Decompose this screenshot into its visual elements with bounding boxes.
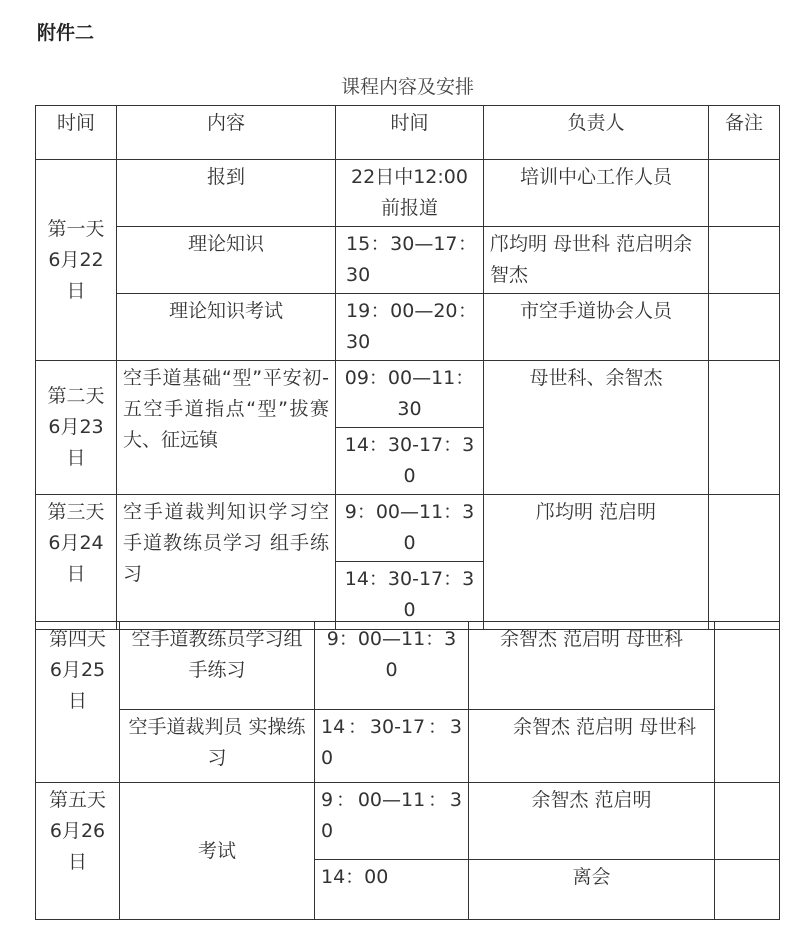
day1-notes-3 (709, 294, 780, 361)
table-header-row (36, 106, 780, 160)
schedule-table-part1 (35, 105, 780, 630)
table-row (36, 361, 780, 428)
day4-time-2: 14：30-17：30 (315, 710, 469, 783)
day4-content-2: 空手道裁判员 实操练习 (120, 710, 315, 783)
day4-content-1: 空手道教练员学习组手练习 (120, 622, 315, 710)
day4-person-1: 余智杰 范启明 母世科 (469, 622, 715, 710)
header-cell-notes: 备注 (709, 106, 780, 160)
table-row (36, 160, 780, 227)
day2-label: 第二天 6月23 日 (36, 361, 117, 495)
day5-person-1: 余智杰 范启明 (469, 783, 715, 860)
day4-person-2: 余智杰 范启明 母世科 (469, 710, 715, 783)
day1-label: 第一天 6月22 日 (36, 160, 117, 361)
day2-time-2: 14：30-17：30 (336, 428, 484, 495)
document-title: 课程内容及安排 (340, 76, 474, 98)
day5-notes-2 (715, 860, 780, 920)
header-cell-time: 时间 (36, 106, 117, 160)
day1-time-2: 15：30—17：30 (336, 227, 484, 294)
day1-time-3: 19：00—20：30 (336, 294, 484, 361)
schedule-table-part2 (35, 621, 780, 920)
day3-content: 空手道裁判知识学习空手道教练员学习 组手练习 (117, 495, 336, 630)
day3-time-1: 9：00—11：30 (336, 495, 484, 562)
day3-label: 第三天 6月24 日 (36, 495, 117, 630)
day5-notes-1 (715, 783, 780, 860)
day4-time-1: 9：00—11：30 (315, 622, 469, 710)
day1-person-2: 邝均明 母世科 范启明余智杰 (484, 227, 709, 294)
day2-content: 空手道基础“型”平安初-五空手道指点“型”拔赛大、征远镇 (117, 361, 336, 495)
day1-content-3: 理论知识考试 (117, 294, 336, 361)
day1-person-3: 市空手道协会人员 (484, 294, 709, 361)
day1-time-1: 22日中12:00前报道 (336, 160, 484, 227)
day2-notes (709, 361, 780, 495)
day2-person: 母世科、余智杰 (484, 361, 709, 495)
header-cell-person: 负责人 (484, 106, 709, 160)
day1-notes-1 (709, 160, 780, 227)
day2-time-1: 09：00—11：30 (336, 361, 484, 428)
table-row (36, 294, 780, 361)
day4-notes (715, 622, 780, 783)
day5-label: 第五天 6月26 日 (36, 783, 120, 920)
day3-time-2: 14：30-17：30 (336, 562, 484, 630)
table-row (36, 227, 780, 294)
day5-person-2: 离会 (469, 860, 715, 920)
day1-content-2: 理论知识 (117, 227, 336, 294)
table-row (36, 622, 780, 710)
day1-person-1: 培训中心工作人员 (484, 160, 709, 227)
day4-label: 第四天 6月25 日 (36, 622, 120, 783)
day1-notes-2 (709, 227, 780, 294)
header-cell-content: 内容 (117, 106, 336, 160)
day5-content: 考试 (120, 783, 315, 920)
day1-content-1: 报到 (117, 160, 336, 227)
table-row (36, 495, 780, 562)
header-cell-time-slot: 时间 (336, 106, 484, 160)
table-row (36, 710, 780, 783)
day3-person: 邝均明 范启明 (484, 495, 709, 630)
day3-notes (709, 495, 780, 630)
day5-time-1: 9：00—11：30 (315, 783, 469, 860)
day5-time-2: 14：00 (315, 860, 469, 920)
table-row (36, 783, 780, 860)
attachment-heading: 附件二 (37, 22, 95, 44)
